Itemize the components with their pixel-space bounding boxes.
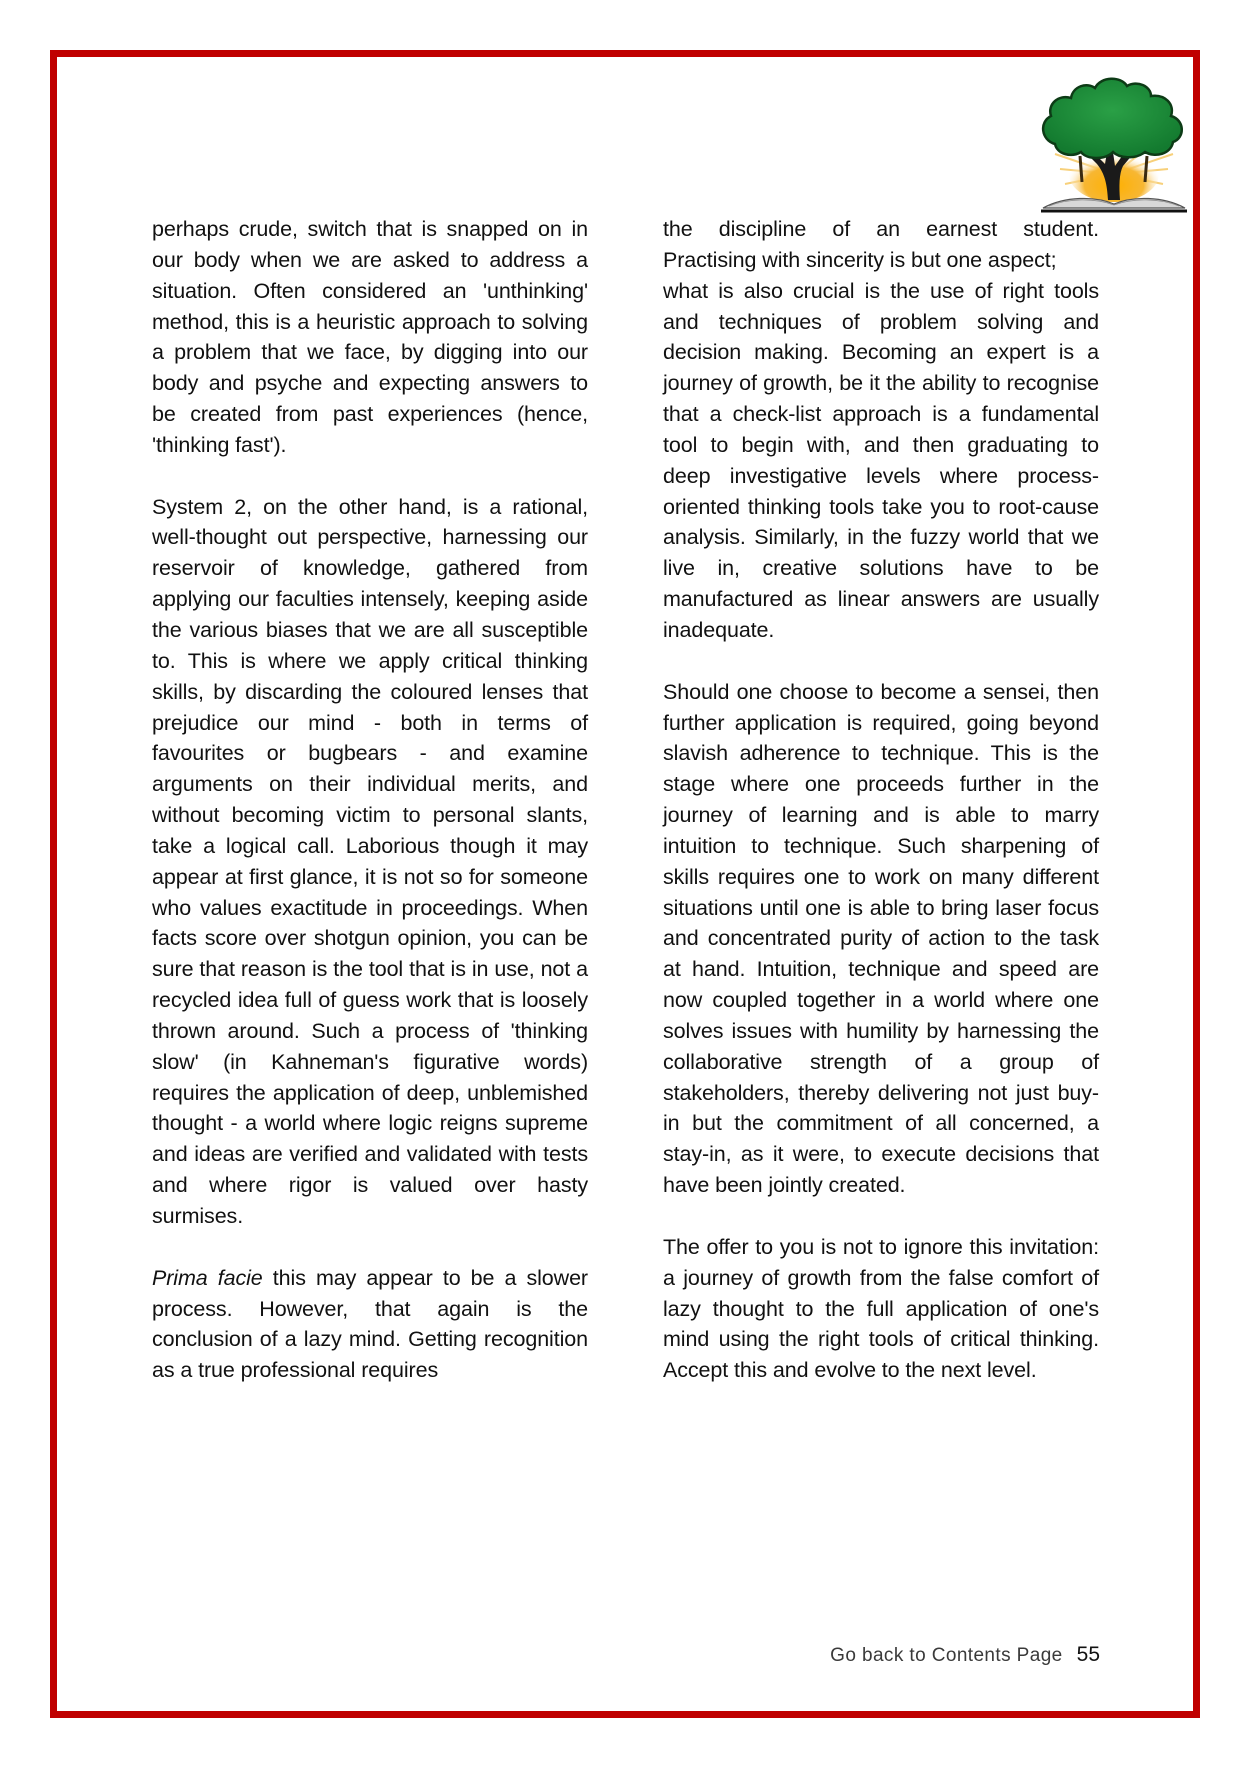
page-number: 55 xyxy=(1076,1643,1100,1666)
page-footer xyxy=(830,1643,1100,1667)
paragraph-discipline xyxy=(663,214,1099,646)
prima-facie-rest: this may appear to be a slower process. However, that again is the conclusion of a lazy mind. Getting recognition as a true professional requires xyxy=(152,1265,588,1383)
paragraph-prima-facie xyxy=(152,1263,588,1386)
paragraph-discipline-line1: the discipline of an earnest student. xyxy=(663,217,1099,241)
prima-facie-italic: Prima facie xyxy=(152,1265,263,1290)
tree-book-logo-icon xyxy=(1035,74,1193,214)
paragraph-offer: The offer to you is not to ignore this invitation: a journey of growth from the false comfort of lazy thought to the full application of one's mind using the right tools of critical thinking. Accept this and evolve to the next level. xyxy=(663,1234,1099,1383)
paragraph-discipline-rest: what is also crucial is the use of right tools and techniques of problem solving and decision making. Becoming an expert is a journey of growth, be it the ability to recognise that a check-list approach is a fundamental tool to begin with, and then graduating to deep investigative levels where process-oriented thinking tools take you to root-cause analysis. Similarly, in the fuzzy world that we live in, creative solutions have to be manufactured as linear answers are usually inadequate. xyxy=(663,278,1099,642)
paragraph-sensei: Should one choose to become a sensei, then further application is required, going beyond slavish adherence to technique. This is the stage where one proceeds further in the journey of learning and is able to marry intuition to technique. Such sharpening of skills requires one to work on many different situations until one is able to bring laser focus and concentrated purity of action to the task at hand. Intuition, technique and speed are now coupled together in a world where one solves issues with humility by harnessing the collaborative strength of a group of stakeholders, thereby delivering not just buy-in but the commitment of all concerned, a stay-in, as it were, to execute decisions that have been jointly created. xyxy=(663,679,1099,1198)
paragraph-discipline-line2: Practising with sincerity is but one aspect; xyxy=(663,247,1057,272)
left-column xyxy=(152,214,588,1386)
paragraph-system1-description: perhaps crude, switch that is snapped on in our body when we are asked to address a situation. Often considered an 'unthinking' method, this is a heuristic approach to solving a problem that we face, by digging into our body and psyche and expecting answers to be created from past experiences (hence, 'thinking fast'). xyxy=(152,217,588,457)
right-column xyxy=(663,214,1099,1386)
paragraph-system2-description: System 2, on the other hand, is a rational, well-thought out perspective, harnessing our reservoir of knowledge, gathered from applying our faculties intensely, keeping aside the various biases that we are all susceptible to. This is where we apply critical thinking skills, by discarding the coloured lenses that prejudice our mind - both in terms of favourites or bugbears - and examine arguments on their individual merits, and without becoming victim to personal slants, take a logical call. Laborious though it may appear at first glance, it is not so for someone who values exactitude in proceedings. When facts score over shotgun opinion, you can be sure that reason is the tool that is in use, not a recycled idea full of guess work that is loosely thrown around. Such a process of 'thinking slow' (in Kahneman's figurative words) requires the application of deep, unblemished thought - a world where logic reigns supreme and ideas are verified and validated with tests and where rigor is valued over hasty surmises. xyxy=(152,494,588,1228)
contents-page-link[interactable]: Go back to Contents Page xyxy=(830,1645,1063,1666)
